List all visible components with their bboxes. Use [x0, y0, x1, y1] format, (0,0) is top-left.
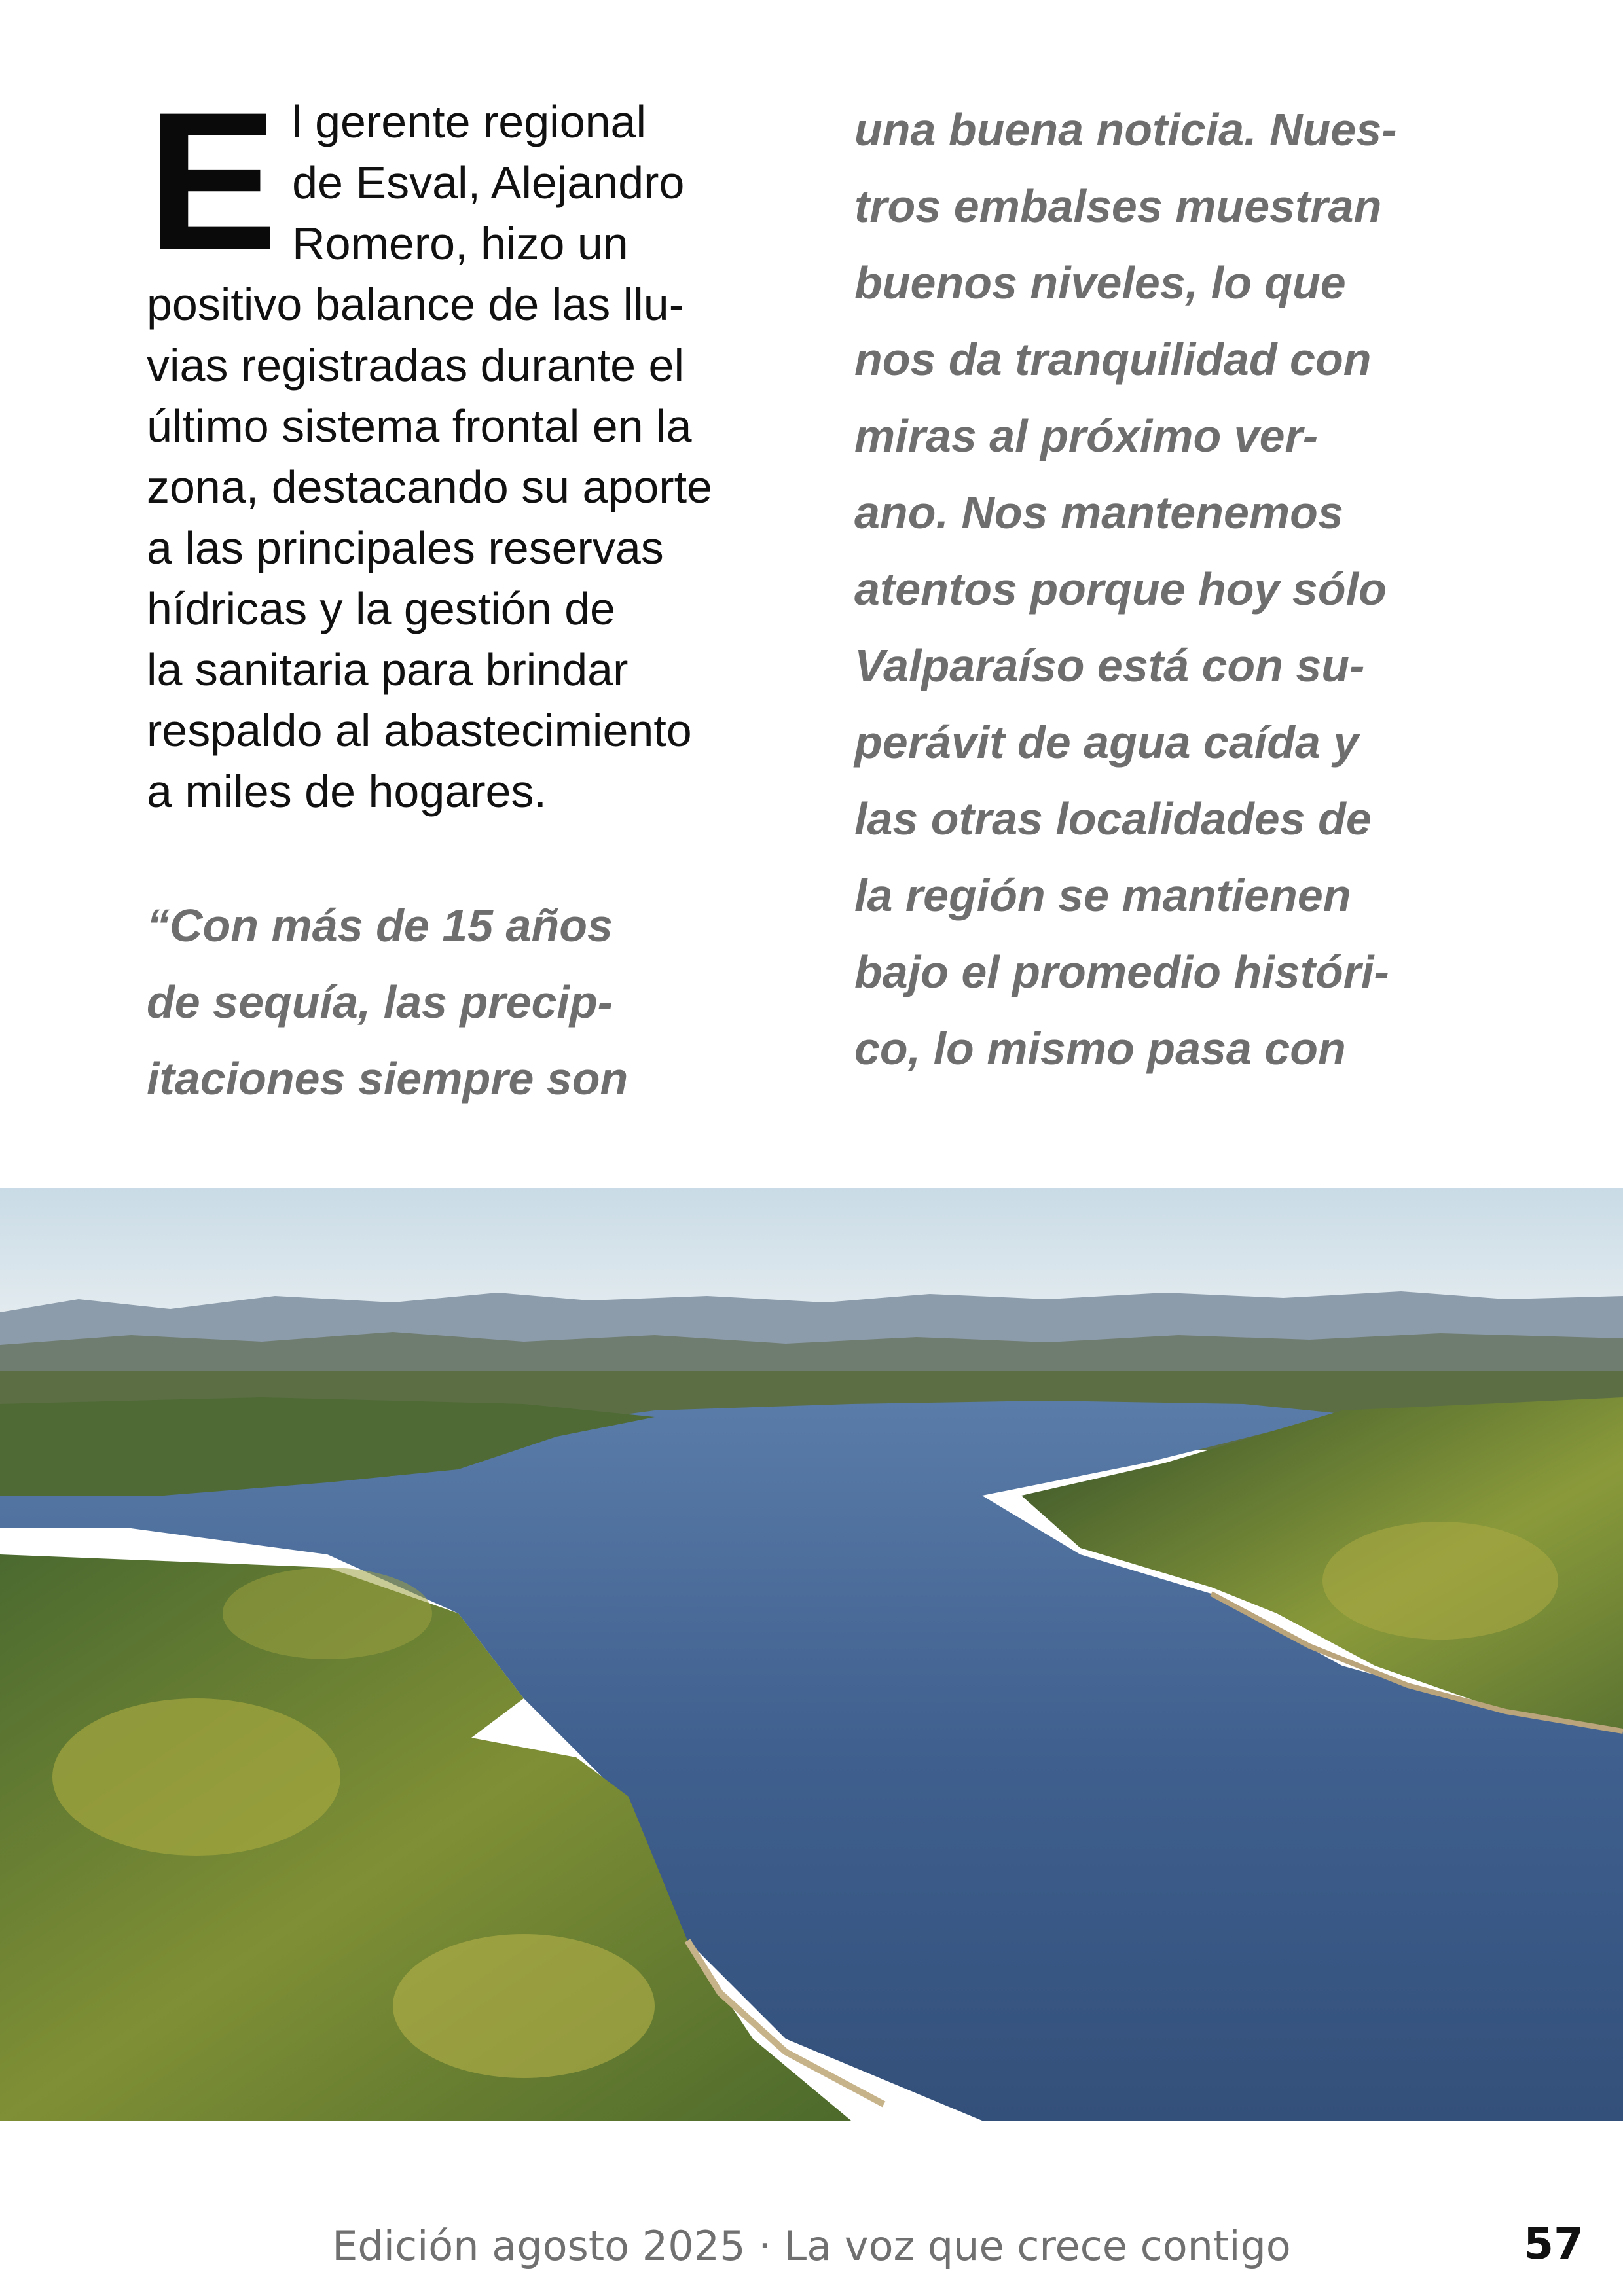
quote-line: ano. Nos mantenemos — [854, 487, 1343, 538]
intro-line: la sanitaria para brindar — [147, 644, 629, 695]
intro-line: l gerente regional — [292, 96, 647, 147]
quote-line: miras al próximo ver- — [854, 410, 1319, 461]
flowering-patch — [223, 1568, 432, 1659]
intro-line: positivo balance de las llu- — [147, 279, 685, 330]
intro-line: de Esval, Alejandro — [292, 157, 685, 208]
quote-line: itaciones siempre son — [147, 1053, 629, 1104]
intro-line: zona, destacando su aporte — [147, 461, 712, 512]
quote-line: las otras localidades de — [854, 793, 1372, 844]
quote-line: atentos porque hoy sólo — [854, 564, 1387, 615]
quote-line: la región se mantienen — [854, 870, 1351, 921]
flowering-patch — [393, 1934, 655, 2078]
quote-line: buenos niveles, lo que — [854, 257, 1346, 308]
right-column — [854, 92, 1509, 1087]
left-column — [147, 71, 775, 1117]
quote-line: bajo el promedio históri- — [854, 946, 1389, 997]
intro-line: respaldo al abastecimiento — [147, 705, 692, 756]
reservoir-photo — [0, 1188, 1623, 2121]
quote-line: nos da tranquilidad con — [854, 334, 1372, 385]
flowering-patch — [1322, 1522, 1558, 1640]
quote-line: tros embalses muestran — [854, 181, 1382, 232]
quote-line: “Con más de 15 años — [147, 900, 613, 951]
intro-line: a miles de hogares. — [147, 766, 547, 817]
intro-line: último sistema frontal en la — [147, 401, 692, 452]
page-number: 57 — [1523, 2219, 1584, 2269]
article-intro — [147, 71, 775, 822]
intro-line: a las principales reservas — [147, 522, 664, 573]
quote-line: de sequía, las precip- — [147, 977, 613, 1028]
intro-line: Romero, hizo un — [292, 218, 629, 269]
aerial-landscape-illustration — [0, 1188, 1623, 2121]
pull-quote-left — [147, 888, 775, 1117]
quote-line: Valparaíso está con su- — [854, 640, 1365, 691]
drop-cap: E — [147, 71, 278, 291]
quote-line: una buena noticia. Nues- — [854, 104, 1397, 155]
edition-footer: Edición agosto 2025 · La voz que crece contigo — [332, 2222, 1291, 2270]
quote-line: co, lo mismo pasa con — [854, 1023, 1346, 1074]
intro-line: hídricas y la gestión de — [147, 583, 615, 634]
flowering-patch — [52, 1698, 340, 1856]
intro-line: vias registradas durante el — [147, 340, 684, 391]
quote-line: perávit de agua caída y — [854, 717, 1359, 768]
